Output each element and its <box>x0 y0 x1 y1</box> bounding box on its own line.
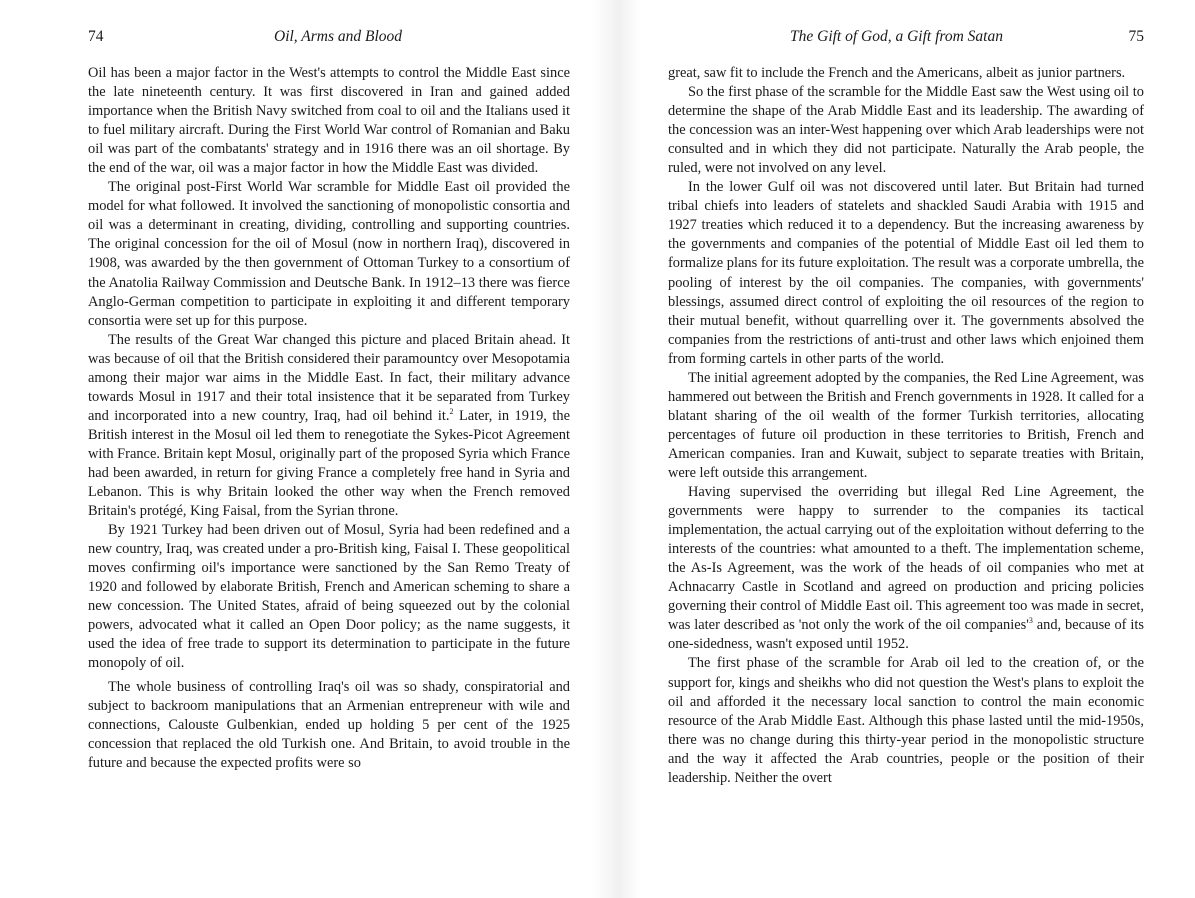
running-head: The Gift of God, a Gift from Satan <box>790 28 1003 45</box>
paragraph-text: Having supervised the overriding but illegal Red Line Agreement, the governments were happy to surrender to the companies its tactical implementation, the actual carrying out of the exploitation without deferring to the interests of the countries: what amounted to a theft. The implementation scheme, the As-Is Agreement, was the work of the heads of oil companies who met at Achnacarry Castle in Scotland and agreed on production and pricing policies governing their control of Middle East oil. This agreement too was made in secret, was later described as 'not only the work of the oil companies' <box>668 484 1144 634</box>
paragraph: Oil has been a major factor in the West's attempts to control the Middle East since the late nineteenth century. It was first discovered in Iran and gained added importance when the British Navy switched from coal to oil and the Italians used it to fuel military aircraft. During the First World War control of Romanian and Baku oil was part of the combatants' strategy and in 1916 there was an oil shortage. By the end of the war, oil was a major factor in how the Middle East was divided. <box>88 65 570 177</box>
left-page <box>88 28 570 773</box>
right-page <box>668 28 1144 788</box>
paragraph: The initial agreement adopted by the companies, the Red Line Agreement, was hammered out between the British and French governments in 1928. It called for a blatant sharing of the oil wealth of the former Turkish territories, allocating percentages of future oil production in these territories to British, French and American companies. Iran and Kuwait, subject to separate treaties with Britain, were left outside this arrangement. <box>668 369 1144 481</box>
paragraph: In the lower Gulf oil was not discovered until later. But Britain had turned tribal chiefs into leaders of statelets and shackled Saudi Arabia with 1915 and 1927 treaties which reduced it to a dependency. But the increasing awareness by the governments and companies of the potential of Middle East oil led them to formalize plans for its future exploitation. The result was a corporate umbrella, the pooling of interest by the oil companies. The companies, with governments' blessings, assumed direct control of exploiting the oil resources of the region to their mutual benefit, without quarrelling over it. The governments absolved the companies from the restrictions of anti-trust and other laws which enjoined them from forming cartels in other parts of the world. <box>668 179 1144 367</box>
paragraph: great, saw fit to include the French and the Americans, albeit as junior partners. <box>668 65 1126 81</box>
book-gutter <box>592 0 640 898</box>
footnote-marker: 2 <box>449 407 454 417</box>
page-number: 75 <box>1128 28 1144 45</box>
paragraph: By 1921 Turkey had been driven out of Mosul, Syria had been redefined and a new country, Iraq, was created under a pro-British king, Faisal I. These geopolitical moves confirming oil's importance were sanctioned by the San Remo Treaty of 1920 and followed by elaborate British, French and American scheming to share a new concession. The United States, afraid of being squeezed out by the colonial powers, advocated what it called an Open Door policy; as the name suggests, it used the idea of free trade to support its determination to participate in the future monopoly of oil. <box>88 522 570 672</box>
paragraph-text: The results of the Great War changed this picture and placed Britain ahead. It was because of oil that the British considered their paramountcy over Mesopotamia among their major war aims in the Middle East. In fact, their military advance towards Mosul in 1917 and their total insistence that it be separated from Turkey and incorporated into a new country, Iraq, had oil behind it. <box>88 331 570 424</box>
paragraph-text: Later, in 1919, the British interest in the Mosul oil led them to renegotiate the Sykes-Picot Agreement with France. Britain kept Mosul, originally part of the proposed Syria which France had been awarded, in return for giving France a completely free hand in Syria and Lebanon. This is why Britain looked the other way when the French removed Britain's protégé, King Faisal, from the Syrian throne. <box>88 407 570 520</box>
paragraph <box>88 331 570 521</box>
paragraph: The original post-First World War scramble for Middle East oil provided the model for what followed. It involved the sanctioning of monopolistic consortia and oil was a determinant in creating, dividing, controlling and supporting countries. The original concession for the oil of Mosul (now in northern Iraq), discovered in 1908, was awarded by the then government of Ottoman Turkey to a consortium of the Anatolia Railway Commission and Deutsche Bank. In 1912–13 there was fierce Anglo-German competition to participate in exploiting it and different temporary consortia were set up for this purpose. <box>88 179 570 329</box>
page-number: 74 <box>88 28 104 45</box>
right-page-header <box>668 28 1144 50</box>
paragraph: So the first phase of the scramble for the Middle East saw the West using oil to determine the shape of the Arab Middle East and its leadership. The awarding of the concession was an inter-West happening over which Arab leaderships were not consulted and in which they did not participate. Naturally the Arab people, the ruled, were not involved on any level. <box>668 84 1144 177</box>
left-page-body <box>88 64 570 773</box>
paragraph-text: and, because of its one-sidedness, wasn't exposed until 1952. <box>668 617 1144 653</box>
paragraph: The first phase of the scramble for Arab oil led to the creation of, or the support for, kings and sheikhs who did not question the West's plans to exploit the oil and afforded it the necessary local sanction to control the main economic resource of the Arab Middle East. Although this phase lasted until the mid-1950s, there was no change during this thirty-year period in the monopolistic structure and the way it affected the Arab countries, people or the position of their leadership. Neither the overt <box>668 655 1144 786</box>
running-head: Oil, Arms and Blood <box>274 28 403 45</box>
paragraph <box>668 483 1144 654</box>
right-page-body <box>668 64 1144 788</box>
left-page-header <box>88 28 570 50</box>
paragraph: The whole business of controlling Iraq's oil was so shady, conspiratorial and subject to backroom manipulations that an Armenian entrepreneur with wile and connections, Calouste Gulbenkian, ended up holding 5 per cent of the 1925 concession that replaced the old Turkish one. And Britain, to avoid trouble in the future and because the expected profits were so <box>88 678 570 771</box>
footnote-marker: 3 <box>1028 616 1033 626</box>
